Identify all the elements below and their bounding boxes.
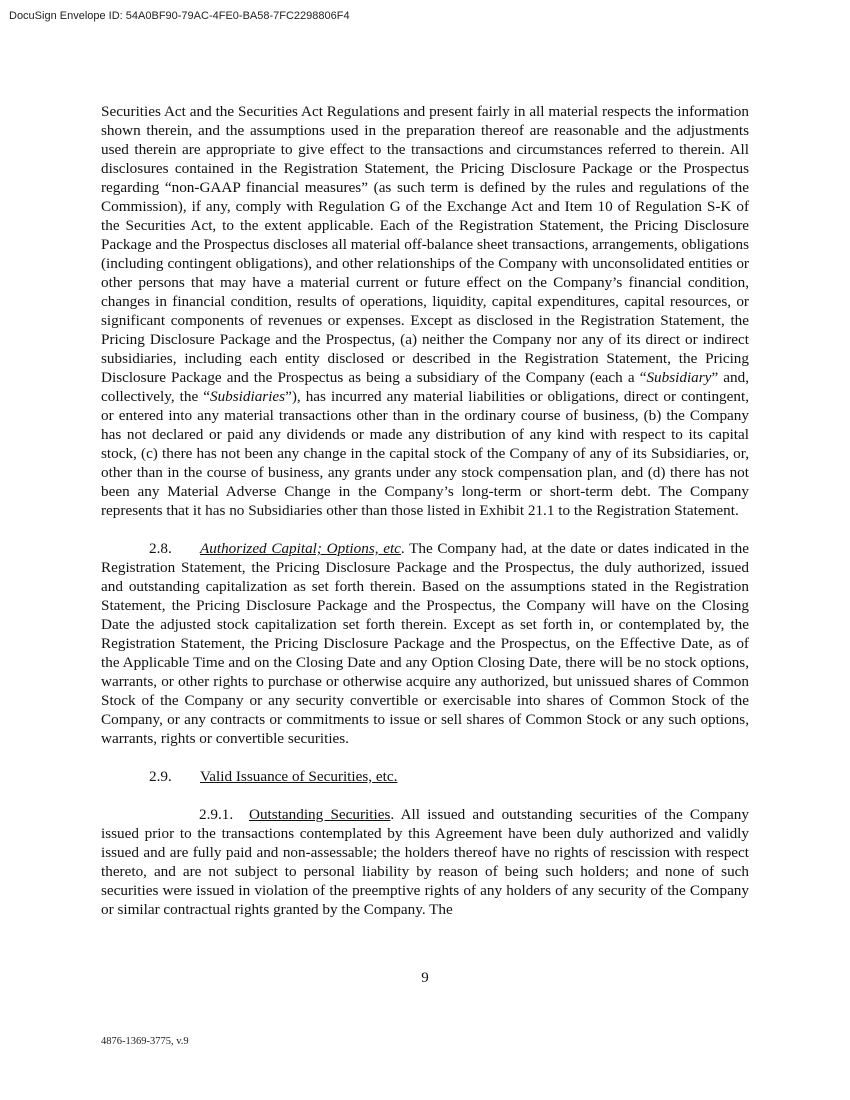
section-2-9-number: 2.9. — [149, 768, 172, 785]
defined-term-subsidiary: Subsidiary — [646, 369, 712, 386]
continuation-text-2: ” and, collectively, the “ — [101, 369, 750, 405]
section-2-9-title: Valid Issuance of Securities, etc. — [200, 768, 398, 785]
section-2-9-1-title: Outstanding Securities — [249, 806, 391, 823]
document-body — [101, 102, 749, 919]
continuation-text-3: ”), has incurred any material liabilities or obligations, direct or contingent, or entered into any material transactions other than in the ordinary course of business, (b) the Company has not declared or paid any dividends or made any distribution of any kind with respect to its capital stock, (c) there has not been any change in the capital stock of the Company of any of its Subsidiaries, or, other than in the course of business, any grants under any stock compensation plan, and (d) there has not been any Material Adverse Change in the Company’s long-term or short-term debt. The Company represents that it has no Subsidiaries other than those listed in Exhibit 21.1 to the Registration Statement. — [101, 388, 749, 519]
section-2-9-1-paragraph — [101, 805, 749, 919]
continuation-text-1: Securities Act and the Securities Act Regulations and present fairly in all material respects the information shown therein, and the assumptions used in the preparation thereof are reasonable and the adjustments used therein are appropriate to give effect to the transactions and circumstances referred to therein. All disclosures contained in the Registration Statement, the Pricing Disclosure Package or the Prospectus regarding “non-GAAP financial measures” (as such term is defined by the rules and regulations of the Commission), if any, comply with Regulation G of the Exchange Act and Item 10 of Regulation S-K of the Securities Act, to the extent applicable. Each of the Registration Statement, the Pricing Disclosure Package and the Prospectus discloses all material off-balance sheet transactions, arrangements, obligations (including contingent obligations), and other relationships of the Company with unconsolidated entities or other persons that may have a material current or future effect on the Company’s financial condition, changes in financial condition, results of operations, liquidity, capital expenditures, capital resources, or significant components of revenues or expenses. Except as disclosed in the Registration Statement, the Pricing Disclosure Package and the Prospectus, (a) neither the Company nor any of its direct or indirect subsidiaries, including each entity disclosed or described in the Registration Statement, the Pricing Disclosure Package and the Prospectus as being a subsidiary of the Company (each a “ — [101, 103, 749, 386]
section-2-9-heading — [101, 767, 749, 786]
section-2-8-number: 2.8. — [149, 540, 172, 557]
page-number: 9 — [421, 970, 429, 986]
docusign-envelope-id: DocuSign Envelope ID: 54A0BF90-79AC-4FE0-BA58-7FC2298806F4 — [9, 10, 350, 22]
continuation-paragraph — [101, 102, 749, 520]
defined-term-subsidiaries: Subsidiaries — [209, 388, 286, 405]
section-2-8-title: Authorized Capital; Options, etc — [200, 540, 401, 557]
section-2-9-1-number: 2.9.1. — [199, 806, 234, 823]
section-2-8-body: . The Company had, at the date or dates indicated in the Registration Statement, the Pricing Disclosure Package and the Prospectus, the duly authorized, issued and outstanding capitalization as set forth therein. Based on the assumptions stated in the Registration Statement, the Pricing Disclosure Package and the Prospectus, the Company will have on the Closing Date the adjusted stock capitalization set forth therein. Except as set forth in, or contemplated by, the Registration Statement, the Pricing Disclosure Package and the Prospectus, on the Effective Date, as of the Applicable Time and on the Closing Date and any Option Closing Date, there will be no stock options, warrants, or other rights to purchase or otherwise acquire any authorized, but unissued shares of Common Stock of the Company or any security convertible or exercisable into shares of Common Stock of the Company, or any contracts or commitments to issue or sell shares of Common Stock or any such options, warrants, rights or convertible securities. — [101, 540, 749, 747]
document-id: 4876-1369-3775, v.9 — [101, 1036, 189, 1047]
section-2-8-paragraph — [101, 539, 749, 748]
section-2-9-1-body: . All issued and outstanding securities of the Company issued prior to the transactions contemplated by this Agreement have been duly authorized and validly issued and are fully paid and non-assessable; the holders thereof have no rights of rescission with respect thereto, and are not subject to personal liability by reason of being such holders; and none of such securities were issued in violation of the preemptive rights of any holders of any security of the Company or similar contractual rights granted by the Company. The — [101, 806, 749, 918]
